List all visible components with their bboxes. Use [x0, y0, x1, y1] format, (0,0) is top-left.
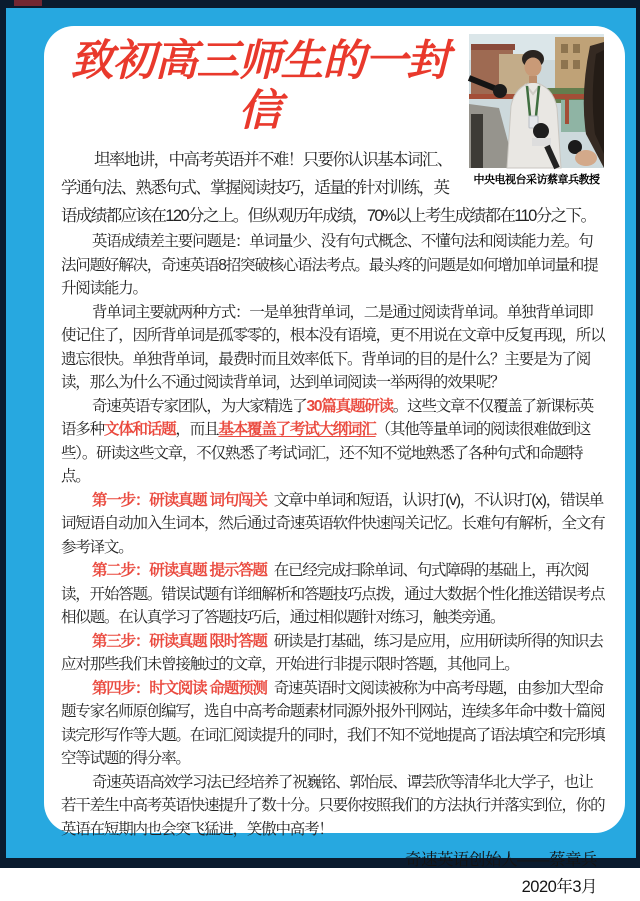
- step-paragraph-1: [61, 489, 605, 560]
- step-3-body: 研读是打基础，练习是应用，应用研读所得的知识去应对那些我们未曾接触过的文章，开始进行非提示限时答题，其他同上。: [61, 632, 603, 673]
- lead-paragraph: 坦率地讲，中高考英语并不难！只要你认识基本词汇、学通句法、熟悉句式、掌握阅读技巧，适量的针对训练，英语成绩都应该在120分之上。但纵观历年成绩，70%以上考生成绩都在110分之下。: [61, 151, 596, 225]
- photo-caption: 中央电视台采访蔡章兵教授: [473, 174, 600, 186]
- signature-block: [61, 847, 605, 901]
- expert-seg-2: 。这些文章不仅覆盖了新课标英语多种: [61, 397, 594, 438]
- paragraph-problems: 英语成绩差主要问题是：单词量少、没有句式概念、不懂句法和阅读能力差。句法问题好解决，奇速英语8招突破核心语法考点。最头疼的问题是如何增加单词量和提升阅读能力。: [61, 233, 598, 297]
- step-4-label: 第四步：时文阅读 命题预测: [92, 679, 267, 697]
- paragraph-word-memorizing: 背单词主要就两种方式：一是单独背单词，二是通过阅读背单词。单独背单词即使记住了，因所背单词是孤零零的，根本没有语境，更不用说在文章中反复再现，所以遗忘很快。单独背单词，最费时而且效率低下。背单词的目的是什么？主要是为了阅读，那么为什么不通过阅读背单词，达到单词阅读一举两得的效果呢？: [61, 303, 605, 391]
- closing-paragraph: 奇速英语高效学习法已经培养了祝巍铭、郭怡辰、谭芸欣等清华北大学子，也让若干差生中高考英语快速提升了数十分。只要你按照我们的方法执行并落实到位，你的英语在短期内也会突飞猛进，笑傲中高考！: [61, 773, 605, 838]
- step-3-label: 第三步：研读真题 限时答题: [92, 632, 267, 650]
- step-paragraph-4: [61, 677, 605, 771]
- step-2-label: 第二步：研读真题 提示答题: [92, 562, 267, 579]
- interview-photo: [469, 34, 604, 168]
- step-4-body: 奇速英语时文阅读被称为中高考母题，由参加大型命题专家名师原创编写，选自中高考命题素材同源外报外刊网站，连续多年命中数十篇阅读完形写作等大题。在词汇阅读提升的同时，我们不知不觉地提高了语法填空和完形填空等试题的得分率。: [61, 679, 605, 767]
- paragraph-expert-selection: [61, 395, 605, 489]
- highlight-syllabus-vocabulary: 基本覆盖了考试大纲词汇: [218, 421, 376, 438]
- interview-photo-figure: [468, 34, 605, 187]
- letter-card: [44, 26, 625, 896]
- signature-author: 奇速英语创始人——蔡章兵: [405, 851, 597, 869]
- expert-seg-4: （其他等量单词的阅读很难做到这些）。研读这些文章，不仅熟悉了考试词汇，还不知不觉地熟悉了各种句式和命题特点。: [61, 421, 591, 485]
- highlight-30-passages: 30篇真题研读: [306, 397, 393, 415]
- step-paragraph-2: [61, 559, 605, 630]
- scan-edge-artifact: [14, 0, 42, 6]
- signature-date: 2020年3月: [521, 878, 597, 896]
- highlight-genres-topics: 文体和话题: [103, 421, 176, 438]
- expert-seg-3: ，而且: [175, 421, 219, 438]
- letter-title: 致初高三师生的一封信: [70, 37, 449, 135]
- step-1-body: 文章中单词和短语，认识打(v)，不认识打(x)，错误单词短语自动加入生词本，然后通过奇速英语软件快速闯关记忆。长难句有解析，全文有参考译文。: [61, 491, 605, 556]
- expert-seg-1: 奇速英语专家团队，为大家精选了: [92, 397, 307, 415]
- step-1-label: 第一步：研读真题 词句闯关: [92, 491, 267, 509]
- step-paragraph-3: [61, 630, 605, 677]
- step-2-body: 在已经完成扫除单词、句式障碍的基础上，再次阅读，开始答题。错误试题有详细解析和答题技巧点拨，通过大数据个性化推送错误考点相似题。在认真学习了答题技巧后，通过相似题针对练习，触类旁通。: [61, 562, 605, 626]
